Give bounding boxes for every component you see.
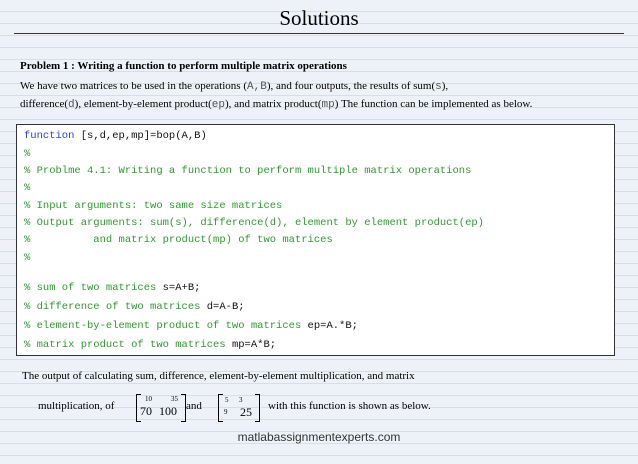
- matrix-cell: 25: [240, 405, 252, 419]
- output-description-2: multiplication, of: [38, 400, 115, 412]
- code-comment: % element-by-element product of two matrices: [24, 320, 302, 332]
- code-line: [24, 282, 200, 294]
- code-line: [24, 301, 245, 313]
- code-comment: %: [24, 148, 31, 160]
- code-text: s=A+B;: [156, 282, 201, 294]
- matrix-cell: 10: [145, 395, 152, 403]
- intro-text: difference(: [20, 98, 69, 110]
- code-comment: % sum of two matrices: [24, 282, 157, 294]
- code-line: [24, 320, 358, 332]
- intro-text: ), and four outputs, the results of sum(: [266, 80, 436, 92]
- problem-heading: Problem 1 : Writing a function to perform multiple matrix operations: [20, 60, 347, 72]
- intro-code: s: [435, 81, 442, 93]
- intro-text: ),: [441, 80, 449, 92]
- code-comment: % Output arguments: sum(s), difference(d), element by element product(ep): [24, 217, 484, 229]
- code-comment: %: [24, 252, 31, 264]
- matrix-cell: 3: [239, 396, 243, 404]
- intro-line-2: [20, 98, 532, 111]
- intro-code: mp: [321, 99, 335, 111]
- and-text: and: [186, 400, 202, 412]
- code-line: [24, 339, 276, 351]
- code-comment: %: [24, 182, 31, 194]
- code-text: d=A-B;: [200, 301, 245, 313]
- code-comment: % Problme 4.1: Writing a function to perform multiple matrix operations: [24, 165, 472, 177]
- matrix-a: [136, 394, 186, 420]
- code-line: [24, 130, 207, 142]
- code-comment: % difference of two matrices: [24, 301, 201, 313]
- output-description-3: with this function is shown as below.: [268, 400, 431, 412]
- intro-line-1: [20, 80, 448, 93]
- code-text: [s,d,ep,mp]=bop(A,B): [74, 130, 207, 142]
- bracket-right: [255, 394, 260, 422]
- code-keyword: function: [24, 130, 75, 142]
- matrix-cell: 5: [225, 396, 229, 404]
- matrix-cell: 9: [224, 408, 228, 416]
- code-listing: [16, 124, 615, 356]
- intro-text: ) The function can be implemented as below.: [334, 98, 533, 110]
- intro-code: d: [68, 99, 75, 111]
- code-text: ep=A.*B;: [301, 320, 358, 332]
- intro-text: ), and matrix product(: [225, 98, 322, 110]
- bracket-left: [218, 394, 223, 422]
- matrix-cell: 35: [171, 395, 178, 403]
- matrix-cell: 70: [140, 404, 152, 418]
- intro-code: ep: [211, 99, 225, 111]
- intro-text: ), element-by-element product(: [74, 98, 212, 110]
- title-divider: [14, 33, 624, 34]
- code-comment: % matrix product of two matrices: [24, 339, 226, 351]
- matrix-b: [218, 394, 260, 420]
- output-description: The output of calculating sum, difference, element-by-element multiplication, and matrix: [22, 370, 415, 382]
- code-comment: % and matrix product(mp) of two matrices: [24, 234, 333, 246]
- matrix-cell: 100: [159, 404, 177, 418]
- code-comment: % Input arguments: two same size matrices: [24, 200, 283, 212]
- page-title: Solutions: [279, 6, 359, 30]
- footer-website: matlabassignmentexperts.com: [237, 430, 401, 444]
- code-text: mp=A*B;: [225, 339, 277, 351]
- intro-text: We have two matrices to be used in the operations (: [20, 80, 247, 92]
- intro-code: A,B: [247, 81, 267, 93]
